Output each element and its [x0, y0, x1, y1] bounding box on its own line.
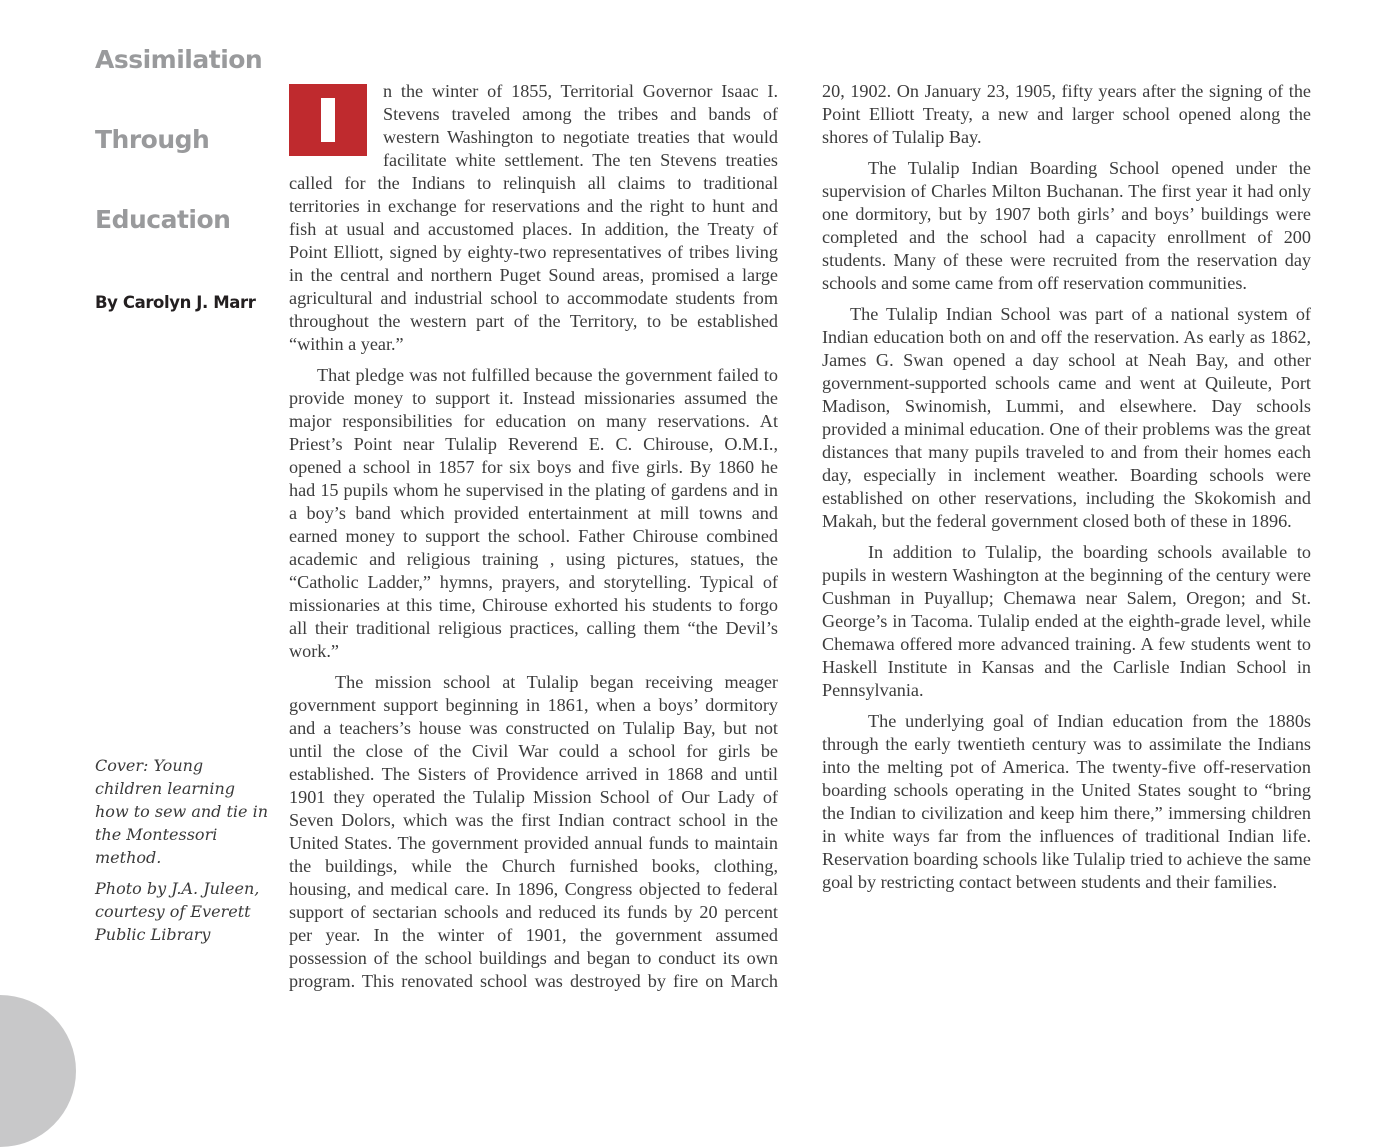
byline: By Carolyn J. Marr	[95, 293, 256, 312]
article-column-1	[289, 80, 778, 1001]
paragraph-4: 20, 1902. On January 23, 1905, fifty years after the signing of the Point Elliott Treaty, a new and larger school opened along the shores of Tulalip Bay.	[822, 81, 1311, 147]
cover-caption	[95, 754, 270, 946]
drop-cap-letter-i	[321, 98, 335, 142]
paragraph-7: In addition to Tulalip, the boarding schools available to pupils in western Washington at the beginning of the century were Cushman in Puyallup; Chemawa near Salem, Oregon; and St. George’s in Tacoma. Tulalip ended at the eighth-grade level, while Chemawa offered more advanced training. A few students went to Haskell Institute in Kansas and the Carlisle Indian School in Pennsylvania.	[822, 542, 1311, 700]
article-column-2	[822, 80, 1311, 902]
title-word-1: Assimilation	[95, 45, 263, 74]
paragraph-2: That pledge was not fulfilled because the government failed to provide money to support it. Instead missionaries assumed the major responsibilities for education on many reservations. At Priest’s Point near Tulalip Reverend E. C. Chirouse, O.M.I., opened a school in 1857 for six boys and five girls. By 1860 he had 15 pupils whom he supervised in the plating of gardens and in a boy’s band which provided entertainment at mill towns and earned money to support the school. Father Chirouse combined academic and religious training , using pictures, statues, the “Catholic Ladder,” hymns, prayers, and storytelling. Typical of missionaries at this time, Chirouse exhorted his students to forgo all their traditional religious practices, calling them “the Devil’s work.”	[289, 365, 778, 661]
caption-cover: Cover: Young children learning how to sew and tie in the Montessori method.	[95, 756, 269, 867]
caption-credit: Photo by J.A. Juleen, courtesy of Everett Public Library	[95, 879, 260, 944]
paragraph-5: The Tulalip Indian Boarding School opened under the supervision of Charles Milton Buchanan. The first year it had only one dormitory, but by 1907 both girls’ and boys’ buildings were completed and the school had a capacity enrollment of 200 students. Many of these were recruited from the reservation day schools and some came from off reservation communities.	[822, 158, 1311, 293]
paragraph-6: The Tulalip Indian School was part of a national system of Indian education both on and off the reservation. As early as 1862, James G. Swan opened a day school at Neah Bay, and other government-supported schools came and went at Quileute, Port Madison, Swinomish, Lummi, and elsewhere. Day schools provided a minimal education. One of their problems was the great distances that many pupils traveled to and from their homes each day, especially in inclement weather. Boarding schools were established on other reservations, including the Skokomish and Makah, but the federal government closed both of these in 1896.	[822, 304, 1311, 531]
drop-cap	[289, 84, 367, 156]
title-word-3: Education	[95, 205, 231, 234]
corner-decoration	[0, 995, 76, 1147]
paragraph-3: The mission school at Tulalip began receiving meager government support beginning in 1861, when a boys’ dormitory and a teachers’s house was constructed on Tulalip Bay, but not until the close of the Civil War could a school for girls be established. The Sisters of Providence arrived in 1868 and until 1901 they operated the Tulalip Mission School of Our Lady of Seven Dolors, which was the first Indian contract school in the United States. The government provided annual funds to maintain the buildings, while the Church furnished books, clothing, housing, and medical care. In 1896, Congress objected to federal support of sectarian schools and reduced its funds by 20 percent per year. In the winter of 1901, the government assumed possession of the school buildings and began to conduct its own program. This renovated school was destroyed by fire on March	[289, 672, 778, 991]
paragraph-8: The underlying goal of Indian education from the 1880s through the early twentieth century was to assimilate the Indians into the melting pot of America. The twenty-five off-reservation boarding schools operating in the United States sought to “bring the Indian to civilization and keep him there,” immersing children in white ways far from the influences of traditional Indian life. Reservation boarding schools like Tulalip tried to achieve the same goal by restricting contact between students and their families.	[822, 711, 1311, 892]
title-word-2: Through	[95, 125, 210, 154]
paragraph-1: n the winter of 1855, Territorial Governor Isaac I. Stevens traveled among the tribes and bands of western Washington to negotiate treaties that would facilitate white settlement. The ten Stevens treaties called for the Indians to relinquish all claims to traditional territories in exchange for reservations and the right to hunt and fish at usual and accustomed places. In addition, the Treaty of Point Elliott, signed by eighty-two representatives of tribes living in the central and northern Puget Sound areas, promised a large agricultural and industrial school to accommodate students from throughout the western part of the Territory, to be established “within a year.”	[289, 81, 778, 354]
